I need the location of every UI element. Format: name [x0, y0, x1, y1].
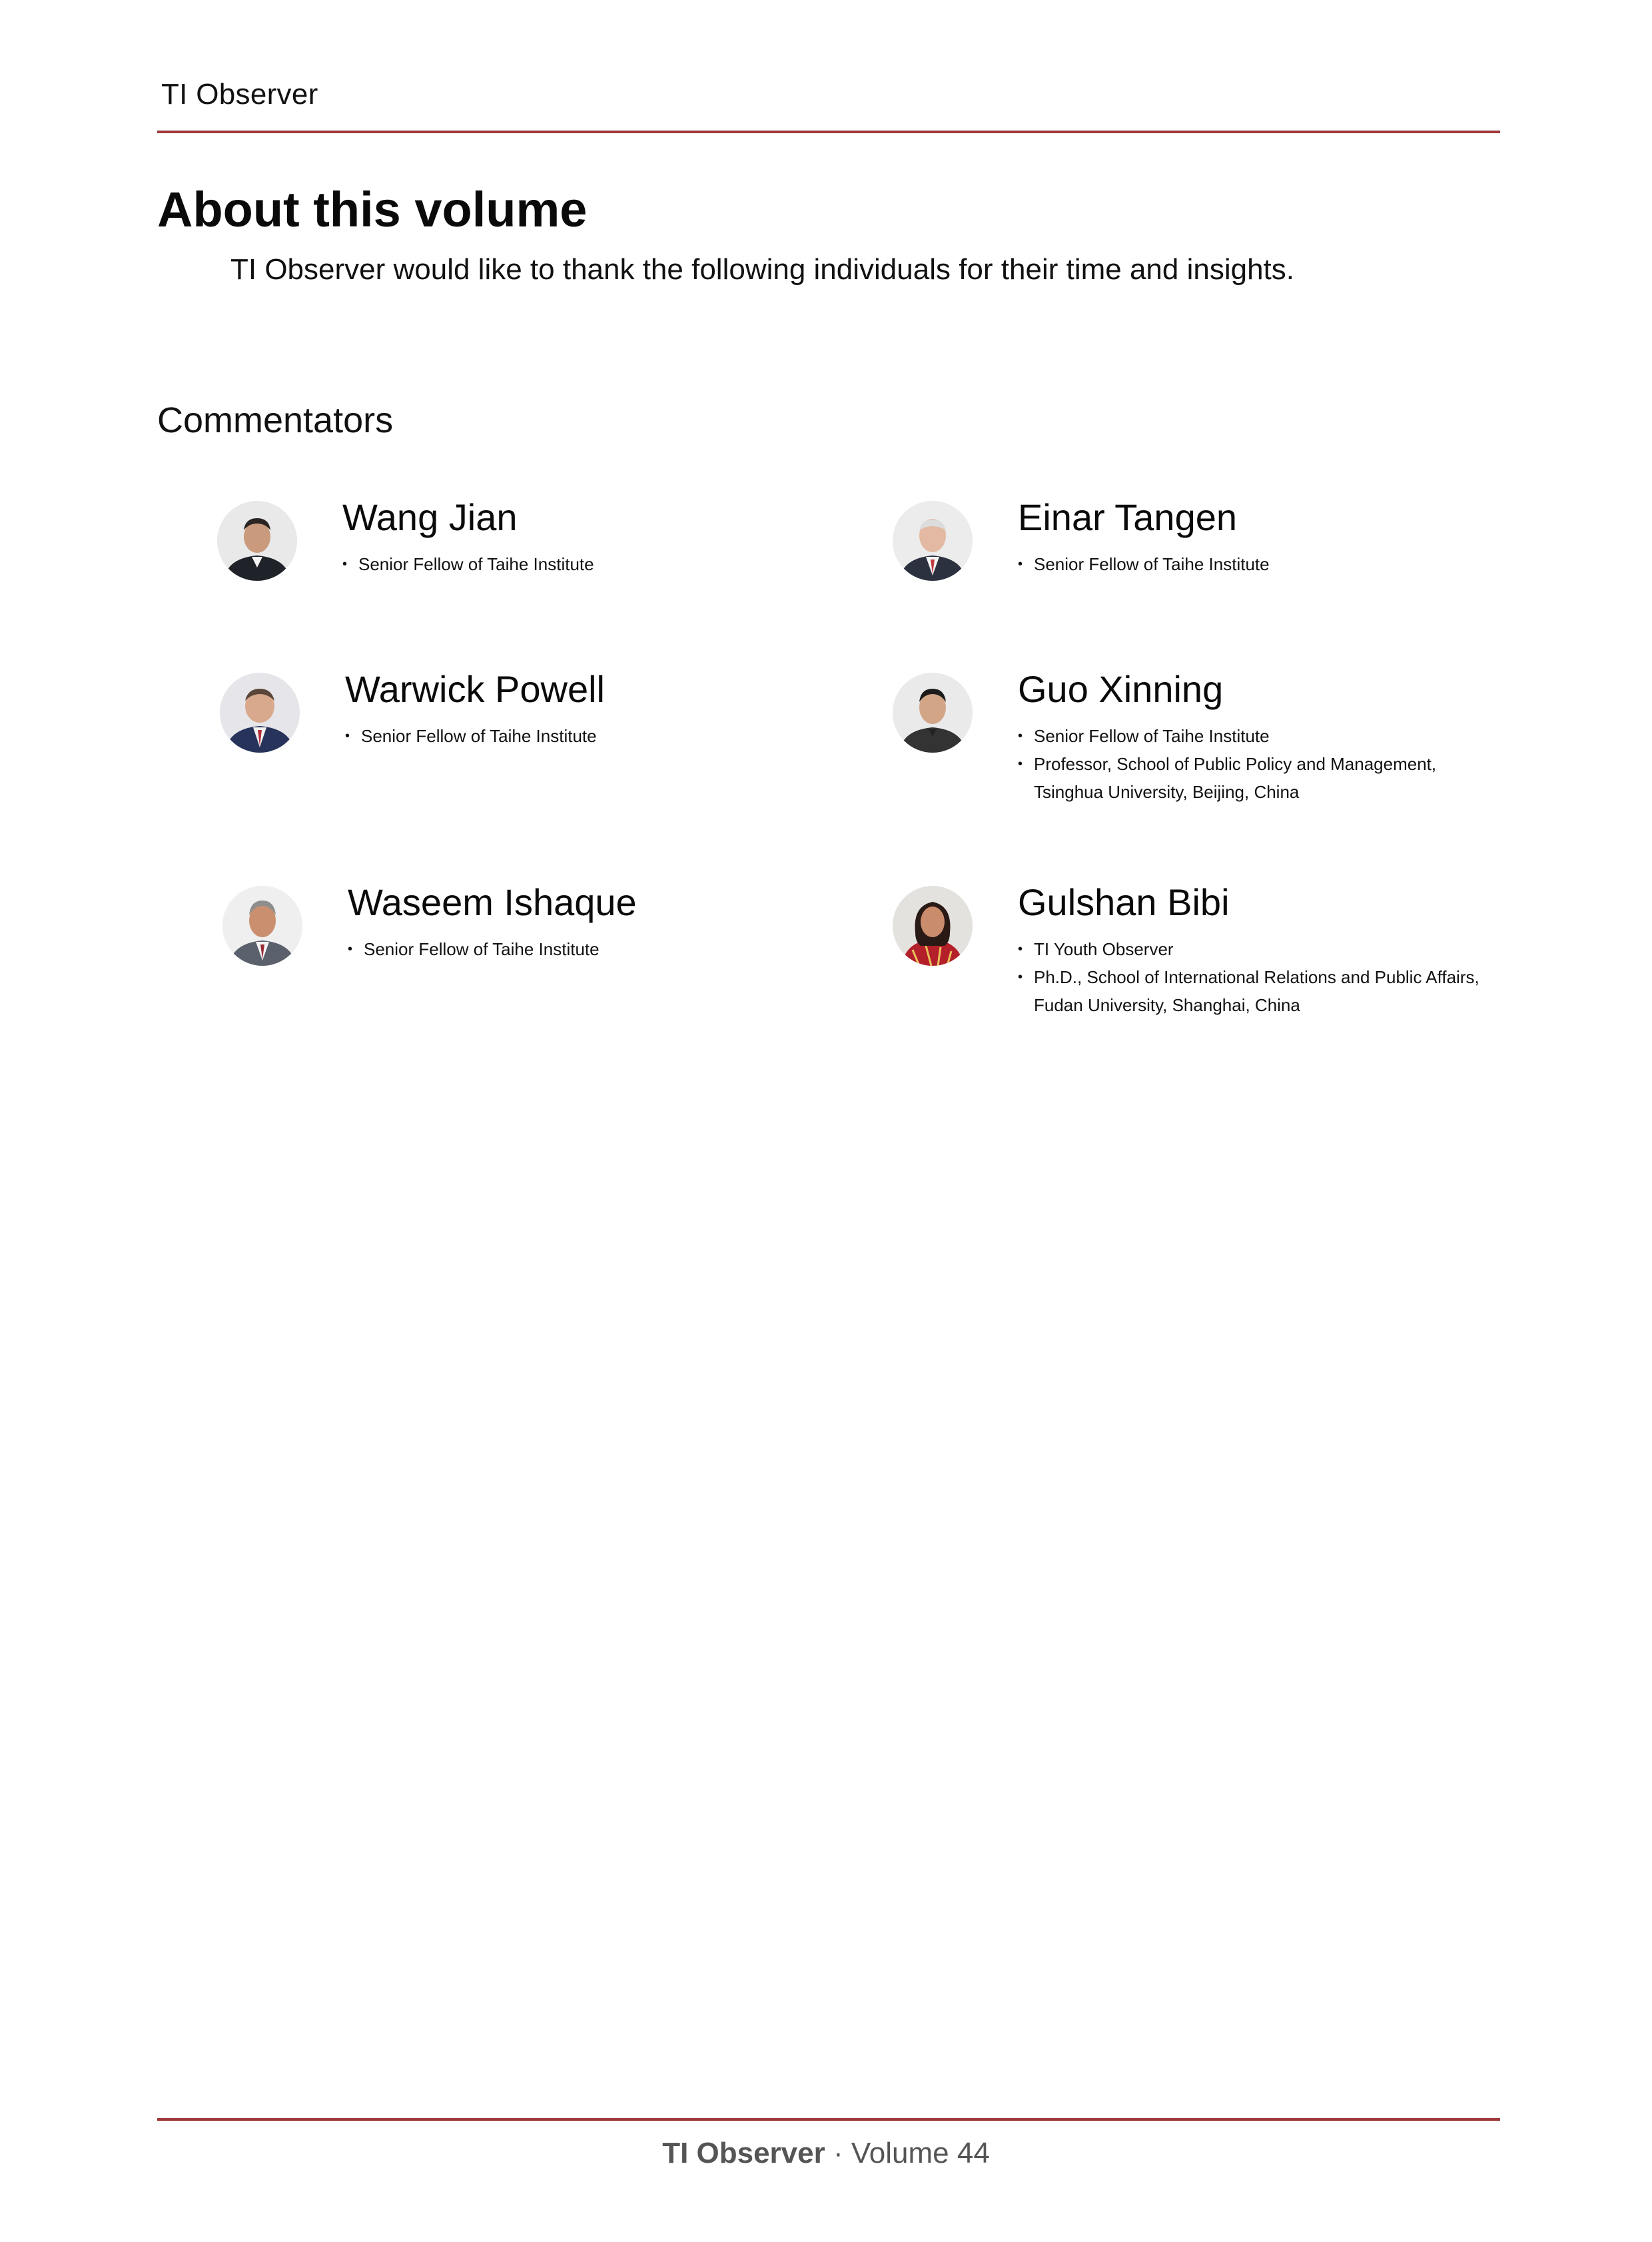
role-list	[345, 722, 825, 750]
avatar	[893, 673, 973, 753]
role-item-continuation: Fudan University, Shanghai, China	[1034, 995, 1300, 1015]
running-header: TI Observer	[161, 78, 318, 111]
avatar	[220, 673, 300, 753]
portrait-photo-icon	[893, 886, 973, 966]
commentator-name: Waseem Ishaque	[348, 881, 637, 923]
avatar	[893, 501, 973, 581]
role-list	[1018, 550, 1497, 578]
portrait-photo-icon	[220, 673, 300, 753]
header-rule	[157, 131, 1500, 133]
commentator-name: Wang Jian	[342, 496, 518, 538]
role-item-continuation: Tsinghua University, Beijing, China	[1034, 782, 1300, 802]
commentator-name: Einar Tangen	[1018, 496, 1237, 538]
page-title: About this volume	[157, 182, 588, 237]
footer-separator: ·	[825, 2137, 851, 2169]
role-list	[342, 550, 822, 578]
intro-text: TI Observer would like to thank the following individuals for their time and insights.	[230, 253, 1294, 286]
role-item: • TI Youth Observer	[1018, 935, 1497, 963]
avatar	[217, 501, 297, 581]
role-item: • Senior Fellow of Taihe Institute	[1018, 550, 1497, 578]
footer-rule	[157, 2118, 1500, 2121]
portrait-photo-icon	[893, 501, 973, 581]
role-item: • Senior Fellow of Taihe Institute	[348, 935, 827, 963]
footer-volume: Volume 44	[851, 2137, 990, 2169]
commentator-name: Guo Xinning	[1018, 668, 1224, 710]
role-item: • Senior Fellow of Taihe Institute	[342, 550, 822, 578]
role-item: • Senior Fellow of Taihe Institute	[345, 722, 825, 750]
portrait-photo-icon	[893, 673, 973, 753]
portrait-photo-icon	[222, 886, 302, 966]
footer-brand: TI Observer	[662, 2137, 825, 2169]
role-list	[1018, 935, 1497, 1019]
role-item: • Professor, School of Public Policy and Management,	[1018, 750, 1497, 778]
commentator-name: Warwick Powell	[345, 668, 605, 710]
role-list	[1018, 722, 1497, 806]
role-item: • Ph.D., School of International Relations and Public Affairs,	[1018, 963, 1497, 991]
page-footer	[0, 2137, 1652, 2170]
commentator-name: Gulshan Bibi	[1018, 881, 1230, 923]
avatar	[893, 886, 973, 966]
portrait-photo-icon	[217, 501, 297, 581]
role-list	[348, 935, 827, 963]
avatar	[222, 886, 302, 966]
role-item: • Senior Fellow of Taihe Institute	[1018, 722, 1497, 750]
commentators-heading: Commentators	[157, 400, 394, 440]
